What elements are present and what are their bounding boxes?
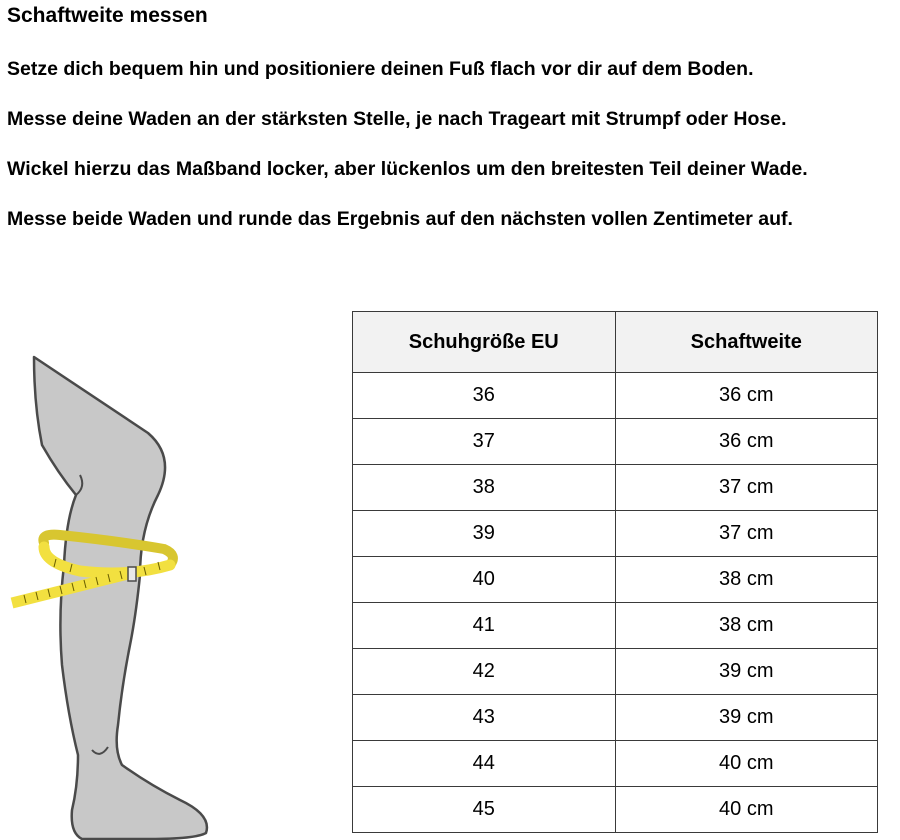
- size-table: [352, 311, 878, 833]
- shaft-width-cell: 37 cm: [615, 511, 878, 557]
- table-row: [353, 465, 878, 511]
- instruction-step-1: Setze dich bequem hin und positioniere deinen Fuß flach vor dir auf dem Boden.: [7, 58, 754, 80]
- table-header-row: [353, 312, 878, 373]
- table-row: [353, 603, 878, 649]
- table-row: [353, 787, 878, 833]
- header-shaft-width: Schaftweite: [615, 312, 878, 373]
- leg-shape: [34, 357, 207, 839]
- shoe-size-cell: 44: [353, 741, 616, 787]
- instruction-step-4: Messe beide Waden und runde das Ergebnis auf den nächsten vollen Zentimeter auf.: [7, 208, 793, 230]
- page-title: Schaftweite messen: [7, 4, 208, 27]
- leg-with-measuring-tape-icon: [0, 345, 210, 840]
- shaft-width-cell: 37 cm: [615, 465, 878, 511]
- header-shoe-size: Schuhgröße EU: [353, 312, 616, 373]
- shaft-width-cell: 38 cm: [615, 603, 878, 649]
- shoe-size-cell: 37: [353, 419, 616, 465]
- table-row: [353, 741, 878, 787]
- shaft-width-cell: 38 cm: [615, 557, 878, 603]
- instruction-list: [7, 57, 808, 257]
- table-row: [353, 695, 878, 741]
- shoe-size-cell: 43: [353, 695, 616, 741]
- instruction-step-3: Wickel hierzu das Maßband locker, aber lückenlos um den breitesten Teil deiner Wade.: [7, 158, 808, 180]
- shaft-width-cell: 36 cm: [615, 419, 878, 465]
- shoe-size-cell: 38: [353, 465, 616, 511]
- table-row: [353, 511, 878, 557]
- shoe-size-cell: 41: [353, 603, 616, 649]
- shoe-size-cell: 45: [353, 787, 616, 833]
- shoe-size-cell: 36: [353, 373, 616, 419]
- table-row: [353, 419, 878, 465]
- shaft-width-cell: 39 cm: [615, 649, 878, 695]
- table-row: [353, 557, 878, 603]
- shaft-width-cell: 36 cm: [615, 373, 878, 419]
- instruction-step-2: Messe deine Waden an der stärksten Stelle, je nach Trageart mit Strumpf oder Hose.: [7, 108, 787, 130]
- table-row: [353, 373, 878, 419]
- shaft-width-cell: 40 cm: [615, 787, 878, 833]
- shoe-size-cell: 40: [353, 557, 616, 603]
- table-row: [353, 649, 878, 695]
- shoe-size-cell: 39: [353, 511, 616, 557]
- shaft-width-cell: 39 cm: [615, 695, 878, 741]
- shaft-width-cell: 40 cm: [615, 741, 878, 787]
- shoe-size-cell: 42: [353, 649, 616, 695]
- tape-buckle: [128, 567, 136, 581]
